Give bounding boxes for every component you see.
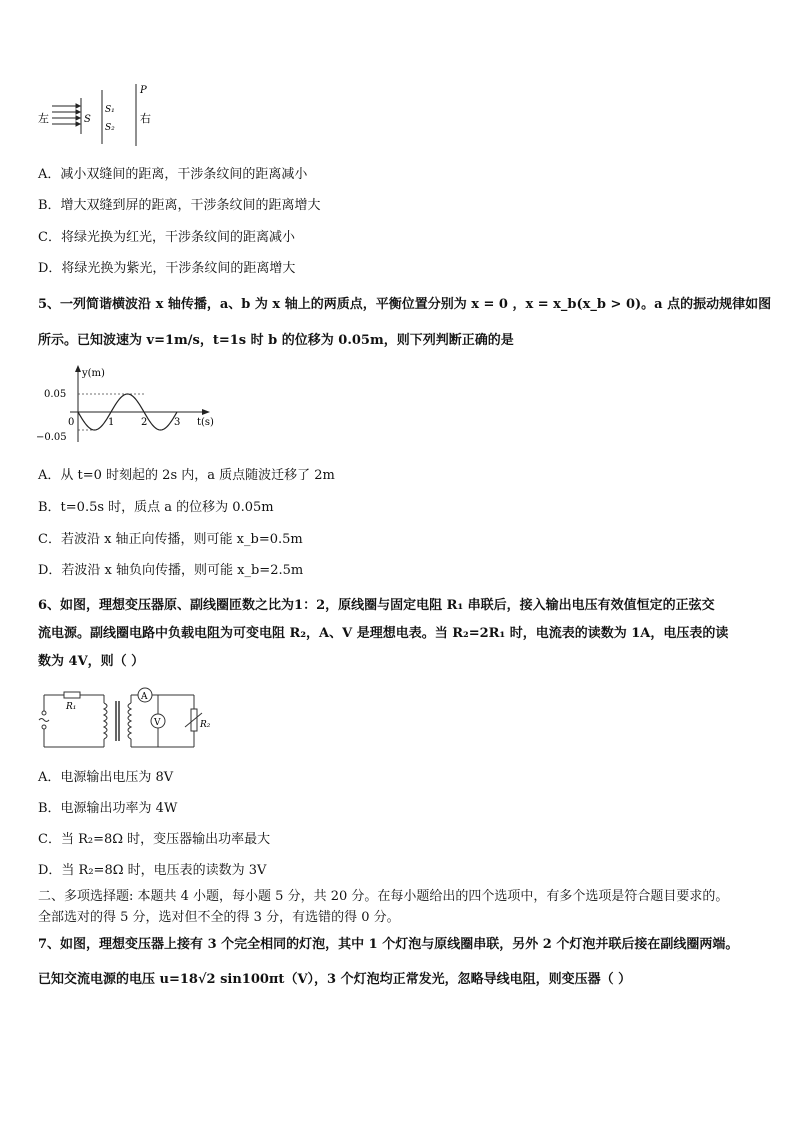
q6-option-b: B．电源输出功率为 4W [38,801,178,816]
x-axis-label: t(s) [197,417,214,428]
primary-coil [104,703,107,739]
fig4-right-label: 右 [140,112,151,125]
ammeter-label: A [141,692,148,702]
q6-stem-line3: 数为 4V，则（ ） [38,654,145,669]
section2-header-line2: 全部选对的得 5 分，选对但不全的得 3 分，有选错的得 0 分。 [38,910,400,925]
ac-source-tilde [39,719,49,722]
q6-stem-line2: 流电源。副线圈电路中负载电阻为可变电阻 R₂，A、V 是理想电表。当 R₂=2R₁ 时，电流表的读数为 1A，电压表的读 [38,626,729,641]
q7-stem-line2: 已知交流电源的电压 u=18√2 sin100πt（V），3 个灯泡均正常发光，忽略导线电阻，则变压器（ ） [38,972,632,987]
y-axis-label: y(m) [82,368,105,379]
fig4-s2-label: S₂ [105,123,115,133]
q5-option-d: D．若波沿 x 轴负向传播，则可能 x_b=2.5m [38,563,304,578]
fig4-p-label: P [140,85,147,96]
x-tick-3: 3 [174,417,181,428]
fig4-s-label: S [84,114,91,125]
y-tick-neg: −0.05 [36,432,67,443]
voltmeter-label: V [154,718,161,728]
q5-stem-line1: 5、一列简谐横波沿 x 轴传播，a、b 为 x 轴上的两质点，平衡位置分别为 x = 0 ，x = x_b(x_b > 0)。a 点的振动规律如图 [38,297,772,312]
fig4-left-label: 左 [38,112,49,125]
q5-option-c: C．若波沿 x 轴正向传播，则可能 x_b=0.5m [38,532,303,547]
ac-source-terminal-bottom [42,725,46,729]
section2-header-line1: 二、多项选择题: 本题共 4 小题，每小题 5 分，共 20 分。在每小题给出的四个选项中，有多个选项是符合题目要求的。 [38,889,729,904]
y-tick-pos: 0.05 [44,389,67,400]
q6-stem-line1: 6、如图，理想变压器原、副线圈匝数之比为1：2，原线圈与固定电阻 R₁ 串联后，接入输出电压有效值恒定的正弦交 [38,598,715,613]
q4-option-a: A．减小双缝间的距离，干涉条纹间的距离减小 [38,167,308,182]
x-tick-2: 2 [141,417,148,428]
q4-option-d: D．将绿光换为紫光，干涉条纹间的距离增大 [38,261,296,276]
q6-option-d: D．当 R₂=8Ω 时，电压表的读数为 3V [38,863,267,878]
incident-light-arrows [52,104,80,126]
r2-label: R₂ [200,720,211,730]
secondary-coil [128,703,131,739]
ac-source-terminal-top [42,711,46,715]
double-slit-figure [36,82,166,148]
q6-option-c: C．当 R₂=8Ω 时，变压器输出功率最大 [38,832,271,847]
q5-stem-line2: 所示。已知波速为 v=1m/s，t=1s 时 b 的位移为 0.05m，则下列判断正确的是 [38,333,514,348]
q4-option-c: C．将绿光换为红光，干涉条纹间的距离减小 [38,230,295,245]
fig4-s1-label: S₁ [105,105,115,115]
resistor-r1 [64,692,80,698]
q6-option-a: A．电源输出电压为 8V [38,770,174,785]
y-axis-arrow [75,365,81,372]
q5-option-b: B．t=0.5s 时，质点 a 的位移为 0.05m [38,500,274,515]
vibration-graph [34,364,224,446]
x-tick-1: 1 [108,417,115,428]
x-axis-arrow [202,409,210,415]
r1-label: R₁ [66,702,77,712]
origin-label: 0 [68,417,75,428]
transformer-circuit-figure [34,685,224,755]
q5-option-a: A．从 t=0 时刻起的 2s 内，a 质点随波迁移了 2m [38,468,335,483]
q4-option-b: B．增大双缝到屏的距离，干涉条纹间的距离增大 [38,198,321,213]
q7-stem-line1: 7、如图，理想变压器上接有 3 个完全相同的灯泡，其中 1 个灯泡与原线圈串联，另外 2 个灯泡并联后接在副线圈两端。 [38,937,739,952]
